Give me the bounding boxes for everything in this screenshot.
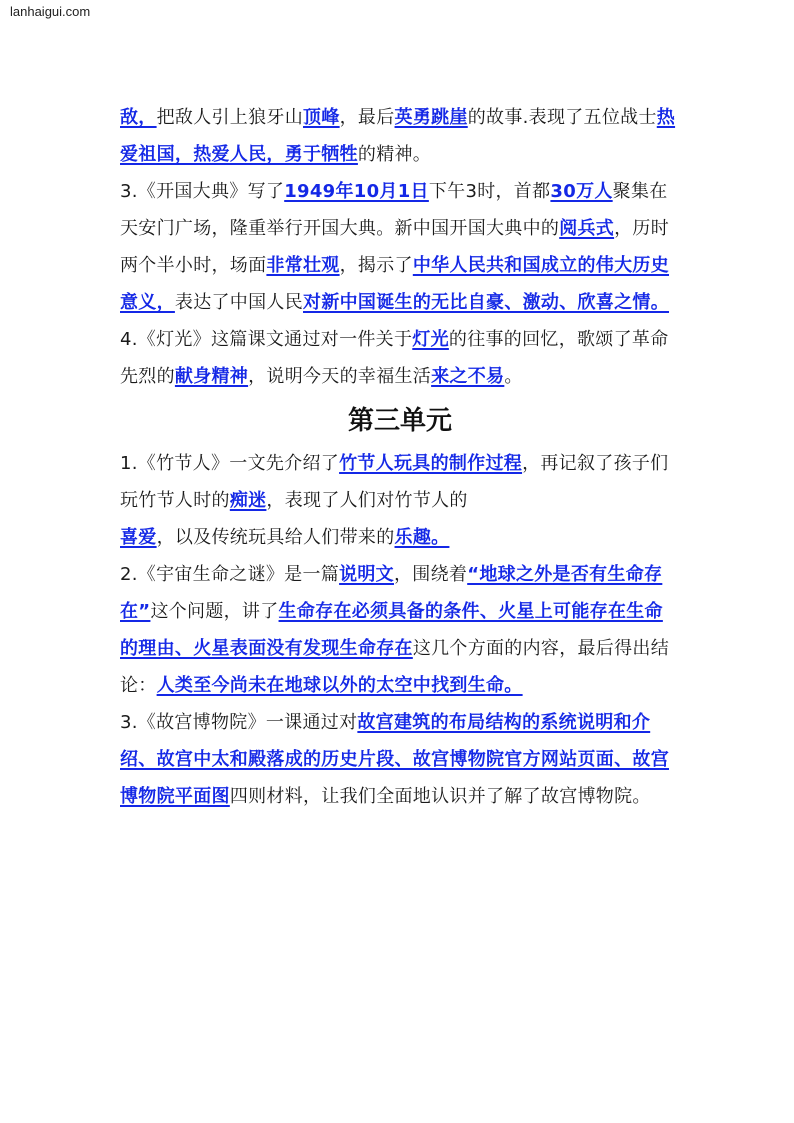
paragraph-gugong [120, 704, 680, 815]
plain-text: ，以及传统玩具给人们带来的 [156, 527, 395, 548]
highlight-text: 1949年10月1日 [284, 181, 429, 202]
highlight-text: 热爱祖国，热爱人民，勇于牺牲 [120, 107, 676, 165]
plain-text: 这几个方面的内容，最后得出结论： [120, 638, 670, 696]
highlight-text: 非常壮观 [266, 255, 340, 276]
highlight-text: 敌， [120, 107, 157, 128]
highlight-text: 喜爱 [120, 527, 157, 548]
plain-text: 的精神。 [357, 144, 432, 165]
highlight-text: 竹节人玩具的制作过程 [339, 453, 523, 474]
paragraph-zhujieren [120, 445, 680, 556]
plain-text: ，表现了人们对竹节人的 [266, 490, 468, 511]
highlight-text: 中华人民共和国成立的伟大历史意义， [120, 255, 670, 313]
plain-text: 下午3时，首都 [428, 181, 551, 202]
plain-text: 聚集在天安门广场，隆重举行开国大典。新中国开国大典中的 [120, 181, 668, 239]
plain-text: 1.《竹节人》一文先介绍了 [120, 453, 340, 474]
highlight-text: 对新中国诞生的无比自豪、激动、欣喜之情。 [303, 292, 670, 313]
plain-text: 这个问题，讲了 [150, 601, 279, 622]
highlight-text: 献身精神 [174, 366, 249, 387]
paragraph-yuzhou-shengming [120, 556, 680, 704]
plain-text: ，说明今天的幸福生活 [248, 366, 432, 387]
highlight-text: 乐趣。 [394, 527, 450, 548]
highlight-text: 顶峰 [303, 107, 340, 128]
highlight-text: 说明文 [339, 564, 394, 585]
highlight-text: 人类至今尚未在地球以外的太空中找到生命。 [156, 675, 523, 696]
highlight-text: 阅兵式 [559, 218, 615, 239]
paragraph-dengguang [120, 321, 680, 395]
plain-text: ，围绕着 [393, 564, 468, 585]
plain-text: ，揭示了 [339, 255, 413, 276]
plain-text: 。 [504, 366, 523, 387]
paragraph-kaiguo-dadian [120, 173, 680, 321]
highlight-text: 来之不易 [431, 366, 505, 387]
plain-text: 4.《灯光》这篇课文通过对一件关于 [120, 329, 413, 350]
plain-text: 把敌人引上狼牙山 [156, 107, 304, 128]
highlight-text: 生命存在必须具备的条件、火星上可能存在生命的理由、火星表面没有发现生命存在 [120, 601, 663, 659]
plain-text: 四则材料，让我们全面地认识并了解了故宫博物院。 [229, 786, 651, 807]
paragraph-langyashan [120, 99, 680, 173]
document-body [120, 99, 680, 815]
highlight-text: 30万人 [550, 181, 613, 202]
unit-heading: 第三单元 [347, 406, 452, 436]
plain-text: ，再记叙了孩子们玩竹节人时的 [120, 453, 669, 511]
plain-text: 的往事的回忆，歌颂了革命先烈的 [120, 329, 669, 387]
highlight-text: 痴迷 [229, 490, 267, 511]
plain-text: ，历时两个半小时，场面 [120, 218, 670, 276]
plain-text: 表达了中国人民 [174, 292, 304, 313]
highlight-text: “地球之外是否有生命存在” [120, 564, 663, 622]
highlight-text: 故宫建筑的布局结构的系统说明和介绍、故宫中太和殿落成的历史片段、故宫博物院官方网站页面、故宫博物院平面图 [120, 712, 669, 807]
highlight-text: 灯光 [412, 329, 449, 350]
site-watermark: lanhaigui.com [10, 4, 91, 19]
plain-text: 3.《开国大典》写了 [120, 181, 285, 202]
highlight-text: 英勇跳崖 [394, 107, 468, 128]
plain-text: 2.《宇宙生命之谜》是一篇 [120, 564, 340, 585]
plain-text: 的故事.表现了五位战士 [467, 107, 657, 128]
plain-text: ，最后 [339, 107, 395, 128]
plain-text: 3.《故宫博物院》一课通过对 [120, 712, 358, 733]
